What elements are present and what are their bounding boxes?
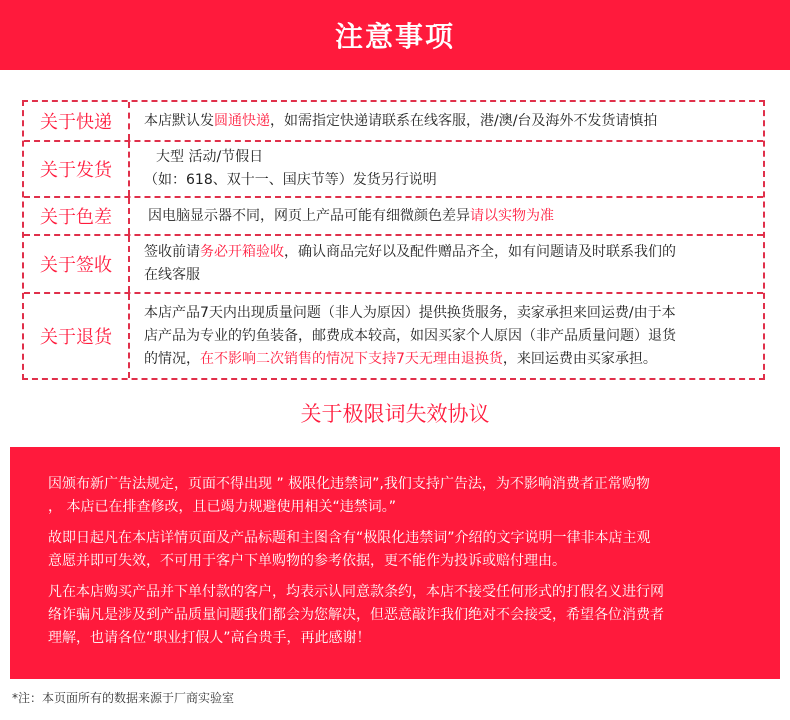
content-line: 本店默认发圆通快递，如需指定快递请联系在线客服，港/澳/台及海外不发货请慎拍 (144, 112, 658, 129)
highlight-text: 请以实物为准 (470, 207, 554, 224)
content-line: 在线客服 (144, 267, 200, 283)
highlight-text: 圆通快递 (214, 112, 270, 129)
agreement-title: 关于极限词失效协议 (300, 402, 490, 426)
highlight-text: 在不影响二次销售的情况下支持7天无理由退换货 (200, 350, 503, 367)
notice-content-return (130, 294, 763, 378)
content-line: 大型 活动/节假日 (156, 149, 264, 165)
content-line: 的情况，在不影响二次销售的情况下支持7天无理由退换货，来回运费由买家承担。 (144, 350, 657, 367)
notice-row-return (24, 294, 763, 378)
notice-row-sign (24, 236, 763, 294)
content-line: 签收前请务必开箱验收，确认商品完好以及配件赠品齐全，如有问题请及时联系我们的 (144, 244, 676, 260)
notice-content-color (130, 198, 763, 234)
agreement-paragraph: 因颁布新广告法规定，页面不得出现 ” 极限化违禁词”,我们支持广告法，为不影响消费者正常购物 ， 本店已在排查修改，且已竭力规避使用相关“违禁词。” (48, 476, 650, 515)
highlight-text: 务必开箱验收 (200, 244, 284, 260)
agreement-paragraph: 凡在本店购买产品并下单付款的客户，均表示认同意款条约，本店不接受任何形式的打假名义进行网 络诈骗凡是涉及到产品质量问题我们都会为您解决，但恶意敲诈我们绝对不会接受，希望各位消费者 理解，也请各位“职业打假人”高台贵手，再此感谢！ (48, 584, 664, 646)
content-line: 店产品为专业的钓鱼装备，邮费成本较高，如因买家个人原因（非产品质量问题）退货 (144, 327, 676, 344)
notice-label-express: 关于快递 (24, 102, 130, 140)
notice-content-express (130, 102, 763, 140)
notice-row-shipping (24, 142, 763, 198)
notice-label-shipping: 关于发货 (24, 142, 130, 196)
notice-row-express (24, 102, 763, 142)
notice-label-color: 关于色差 (24, 198, 130, 234)
page-title: 注意事项 (334, 20, 455, 53)
content-line: （如：618、双十一、国庆节等）发货另行说明 (144, 172, 437, 188)
content-line: 本店产品7天内出现质量问题（非人为原因）提供换货服务，卖家承担来回运费/由于本 (144, 304, 676, 321)
notice-table (22, 100, 765, 380)
page-header (0, 0, 790, 70)
notice-row-color (24, 198, 763, 236)
notice-content-sign (130, 236, 763, 292)
notice-label-sign: 关于签收 (24, 236, 130, 292)
agreement-box (10, 447, 780, 679)
footer-note: *注：本页面所有的数据来源于厂商实验室 (12, 691, 235, 705)
content-line: 因电脑显示器不同，网页上产品可能有细微颜色差异请以实物为准 (148, 207, 554, 224)
notice-content-shipping (130, 142, 763, 196)
agreement-paragraph: 故即日起凡在本店详情页面及产品标题和主图含有“极限化违禁词”介绍的文字说明一律非本店主观 意愿并即可失效，不可用于客户下单购物的参考依据，更不能作为投诉或赔付理由。 (48, 530, 651, 569)
notice-label-return: 关于退货 (24, 294, 130, 378)
